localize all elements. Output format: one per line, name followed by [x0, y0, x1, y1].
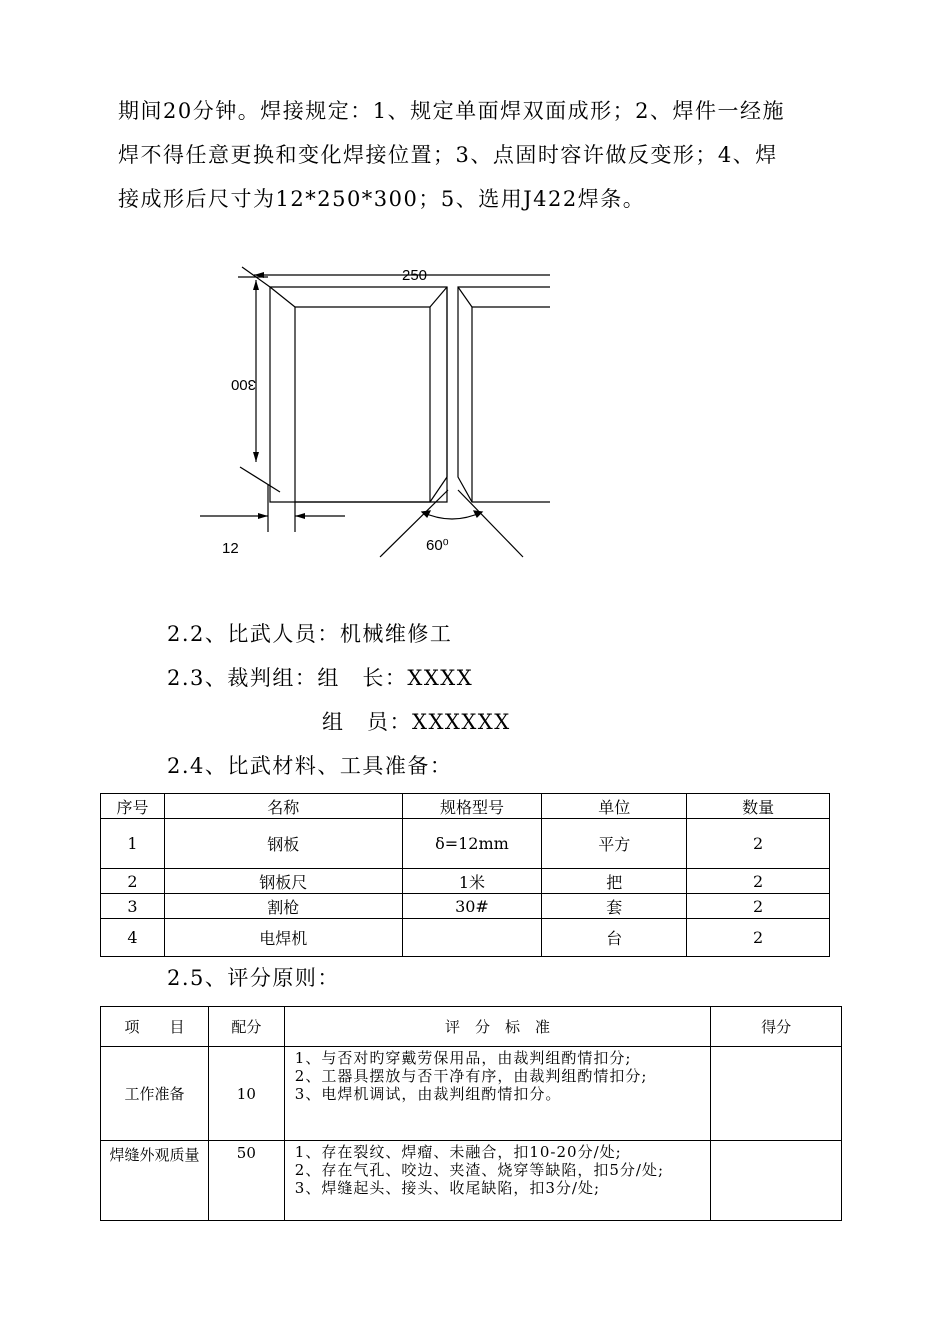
table-row: [101, 1141, 842, 1221]
scoring-table: [100, 1006, 842, 1221]
header-cell: 评 分 标 准: [284, 1007, 710, 1047]
table-cell: 台: [542, 919, 687, 957]
score-cell: 50: [208, 1141, 284, 1221]
table-cell: 套: [542, 894, 687, 919]
intro-line-1: 期间20分钟。焊接规定：1、规定单面焊双面成形；2、焊件一经施: [118, 99, 785, 123]
table-row: [101, 919, 830, 957]
section-2-3-members: 组 员：XXXXXX: [322, 710, 511, 734]
table-header-row: [101, 1007, 842, 1047]
table-cell: 1: [101, 819, 165, 869]
dim-thickness-label: 12: [222, 540, 239, 557]
criteria-line: 3、电焊机调试，由裁判组酌情扣分。: [294, 1085, 562, 1103]
intro-line-2: 焊不得任意更换和变化焊接位置；3、点固时容许做反变形；4、焊: [118, 143, 778, 167]
section-2-4: 2.4、比武材料、工具准备：: [167, 754, 453, 778]
score-cell: 10: [208, 1047, 284, 1141]
result-cell: [711, 1141, 842, 1221]
item-cell: 焊缝外观质量: [101, 1141, 209, 1221]
criteria-line: 1、与否对旳穿戴劳保用品，由裁判组酌情扣分;: [294, 1049, 632, 1067]
materials-table: [100, 793, 830, 957]
table-cell: 平方: [542, 819, 687, 869]
table-row: [101, 894, 830, 919]
table-cell: 2: [687, 819, 830, 869]
table-cell: 钢板尺: [164, 869, 402, 894]
criteria-line: 3、焊缝起头、接头、收尾缺陷，扣3分/处;: [294, 1179, 600, 1197]
item-cell: 工作准备: [101, 1047, 209, 1141]
header-cell: 数量: [687, 794, 830, 819]
header-cell: 单位: [542, 794, 687, 819]
table-row: [101, 819, 830, 869]
criteria-cell: [284, 1141, 710, 1221]
header-cell: 项 目: [101, 1007, 209, 1047]
table-cell: 4: [101, 919, 165, 957]
left-plate-front: [295, 307, 430, 502]
table-cell: δ=12mm: [402, 819, 542, 869]
table-cell: [402, 919, 542, 957]
table-cell: 把: [542, 869, 687, 894]
dim-height-label: 300: [230, 376, 256, 393]
table-cell: 1米: [402, 869, 542, 894]
table-row: [101, 869, 830, 894]
criteria-line: 2、工器具摆放与否干净有序，由裁判组酌情扣分;: [294, 1067, 648, 1085]
table-cell: 3: [101, 894, 165, 919]
header-cell: 配分: [208, 1007, 284, 1047]
table-row: [101, 1047, 842, 1141]
criteria-cell: [284, 1047, 710, 1141]
section-2-2: 2.2、比武人员：机械维修工: [167, 622, 453, 646]
table-header-row: [101, 794, 830, 819]
dim-angle-label: 60⁰: [426, 537, 449, 554]
header-cell: 得分: [711, 1007, 842, 1047]
result-cell: [711, 1047, 842, 1141]
left-plate-outline: [270, 287, 447, 502]
intro-paragraph: [118, 89, 834, 221]
table-cell: 电焊机: [164, 919, 402, 957]
table-cell: 2: [687, 919, 830, 957]
dim-width-label: 250: [402, 267, 428, 284]
section-2-5: 2.5、评分原则：: [167, 966, 340, 990]
table-cell: 30#: [402, 894, 542, 919]
table-cell: 2: [687, 869, 830, 894]
weld-plate-diagram: [190, 262, 550, 572]
header-cell: 序号: [101, 794, 165, 819]
table-cell: 2: [101, 869, 165, 894]
table-cell: 割枪: [164, 894, 402, 919]
header-cell: 规格型号: [402, 794, 542, 819]
intro-line-3: 接成形后尺寸为12*250*300；5、选用J422焊条。: [118, 187, 646, 211]
table-cell: 钢板: [164, 819, 402, 869]
table-cell: 2: [687, 894, 830, 919]
header-cell: 名称: [164, 794, 402, 819]
groove-angle-arc: [422, 512, 482, 519]
criteria-line: 1、存在裂纹、焊瘤、未融合，扣10-20分/处;: [294, 1143, 622, 1161]
criteria-line: 2、存在气孔、咬边、夹渣、烧穿等缺陷，扣5分/处;: [294, 1161, 664, 1179]
section-2-3-leader: 2.3、裁判组：组 长：XXXX: [167, 666, 474, 690]
